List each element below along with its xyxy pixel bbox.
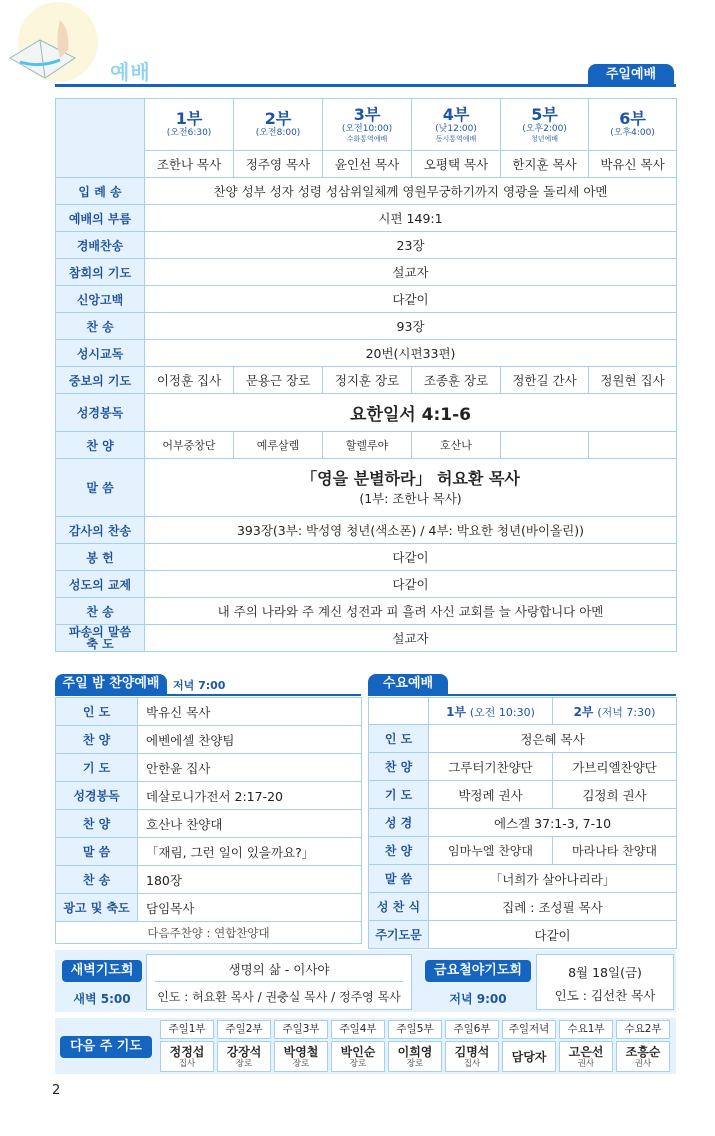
scripture-value: 요한일서 4:1-6 — [145, 394, 677, 432]
row-label: 봉 헌 — [56, 544, 145, 571]
praise-4: 호산나 — [412, 432, 501, 459]
service-header-1: 1부 (오전6:30) — [145, 99, 234, 151]
header-art — [0, 0, 100, 90]
prayer-cell: 주일6부 김명석 집사 — [445, 1020, 499, 1072]
sermon-value — [145, 459, 677, 517]
wed-col1-header: 1부 (오전 10:30) — [429, 698, 553, 725]
prayer-cell: 주일2부 강장석 장로 — [217, 1020, 271, 1072]
row-label: 신앙고백 — [56, 286, 145, 313]
sermon-sub: (1부: 조한나 목사) — [359, 490, 462, 506]
service-leader-3: 윤인선 목사 — [323, 151, 412, 178]
intercession-1: 이정훈 집사 — [145, 367, 234, 394]
dawn-time: 새벽 5:00 — [73, 992, 131, 1006]
row-label: 찬 양 — [56, 432, 145, 459]
intercession-6: 정원현 집사 — [589, 367, 677, 394]
next-prayer-title: 다음 주 기도 — [60, 1036, 152, 1058]
next-prayer-grid — [160, 1020, 674, 1072]
entrance-value: 찬양 성부 성자 성령 성삼위일체께 영원무궁하기까지 영광을 돌리세 아멘 — [145, 178, 677, 205]
row-label: 입 례 송 — [56, 178, 145, 205]
service-leader-1: 조한나 목사 — [145, 151, 234, 178]
praise-3: 할렐루야 — [323, 432, 412, 459]
sending-label: 파송의 말씀 축 도 — [56, 625, 145, 652]
hymn1-value: 23장 — [145, 232, 677, 259]
row-label: 성시교독 — [56, 340, 145, 367]
row-label: 찬 송 — [56, 313, 145, 340]
intercession-3: 정지훈 장로 — [323, 367, 412, 394]
row-label: 경배찬송 — [56, 232, 145, 259]
section-tab: 주일예배 — [588, 64, 674, 85]
row-label: 참회의 기도 — [56, 259, 145, 286]
call-value: 시편 149:1 — [145, 205, 677, 232]
offering-value: 다같이 — [145, 544, 677, 571]
sending-value: 설교자 — [145, 625, 677, 652]
service-header-5: 5부 (오후2:00) 청년예배 — [501, 99, 589, 151]
friday-box — [536, 954, 674, 1010]
wednesday-table: 1부 (오전 10:30) 2부 (저녁 7:30) 인 도 정은혜 목사 찬 양 그루터기찬양단 가브리엘찬양단 기 도 박정례 권사 김정희 권사 성 경 에스겔 37:1-3, 7-10 찬 양 임마누엘 찬양대 마라나타 찬양대 말 씀 「너희가 살아나리라」 성 찬 식 집례 : 조성필 목사 주기도문 다같이 — [368, 697, 677, 949]
prayer-cell: 주일4부 박인순 장로 — [331, 1020, 385, 1072]
row-label: 성경봉독 — [56, 394, 145, 432]
page-number: 2 — [52, 1083, 61, 1098]
praise-6 — [589, 432, 677, 459]
prayer-cell: 수요1부 고은선 권사 — [559, 1020, 613, 1072]
wednesday-title: 수요예배 — [368, 674, 448, 694]
dawn-title: 새벽기도회 — [62, 960, 142, 982]
intercession-2: 문용근 장로 — [234, 367, 323, 394]
hymn2-value: 93장 — [145, 313, 677, 340]
creed-value: 다같이 — [145, 286, 677, 313]
prayer-cell: 주일5부 이희영 장로 — [388, 1020, 442, 1072]
row-label: 중보의 기도 — [56, 367, 145, 394]
thanks-value: 393장(3부: 박성영 청년(색소폰) / 4부: 박요한 청년(바이올린)) — [145, 517, 677, 544]
dawn-leaders: 인도 : 허요환 목사 / 권충실 목사 / 정주영 목사 — [157, 990, 401, 1004]
fellowship-value: 다같이 — [145, 571, 677, 598]
friday-time: 저녁 9:00 — [449, 992, 507, 1006]
dawn-theme: 생명의 삶 - 이사야 — [228, 962, 330, 977]
hymn3-value: 내 주의 나라와 주 계신 성전과 피 흘려 사신 교회를 늘 사랑합니다 아멘 — [145, 598, 677, 625]
friday-leader: 인도 : 김선찬 목사 — [554, 988, 656, 1003]
service-leader-2: 정주영 목사 — [234, 151, 323, 178]
service-leader-6: 박유신 목사 — [589, 151, 677, 178]
header-rule — [55, 84, 676, 87]
prayer1-value: 설교자 — [145, 259, 677, 286]
wednesday-header — [368, 672, 676, 696]
prayer-cell: 주일저녁 담당자 — [502, 1020, 556, 1072]
evening-header — [55, 672, 361, 696]
prayer-cell: 주일3부 박영철 장로 — [274, 1020, 328, 1072]
row-label: 말 씀 — [56, 459, 145, 517]
praise-1: 어부중창단 — [145, 432, 234, 459]
page-title: 예배 — [110, 60, 151, 84]
dawn-box — [146, 954, 412, 1010]
service-header-3: 3부 (오전10:00) 수화통역예배 — [323, 99, 412, 151]
evening-table: 인 도 박유신 목사 찬 양 에벤에셀 찬양팀 기 도 안한윤 집사 성경봉독 데살로니가전서 2:17-20 찬 양 호산나 찬양대 말 씀 「재림, 그런 일이 있을까요?」 찬 송 180장 광고 및 축도 담임목사 다음주찬양 : 연합찬양대 — [55, 697, 362, 944]
prayer-cell: 주일1부 정정섭 집사 — [160, 1020, 214, 1072]
service-header-4: 4부 (낮12:00) 동시통역예배 — [412, 99, 501, 151]
corner-cell — [56, 99, 145, 178]
prayer-cell: 수요2부 조흥순 권사 — [616, 1020, 670, 1072]
service-header-6: 6부 (오후4:00) — [589, 99, 677, 151]
intercession-4: 조종훈 장로 — [412, 367, 501, 394]
evening-title: 주일 밤 찬양예배 — [55, 674, 167, 694]
evening-footer: 다음주찬양 : 연합찬양대 — [56, 922, 362, 944]
row-label: 찬 송 — [56, 598, 145, 625]
psalm-value: 20번(시편33편) — [145, 340, 677, 367]
praise-5 — [501, 432, 589, 459]
evening-time: 저녁 7:00 — [173, 679, 226, 692]
service-leader-5: 한지훈 목사 — [501, 151, 589, 178]
sermon-title: 「영을 분별하라」 허요환 목사 — [301, 468, 520, 488]
praise-2: 예루살렘 — [234, 432, 323, 459]
row-label: 성도의 교제 — [56, 571, 145, 598]
service-header-2: 2부 (오전8:00) — [234, 99, 323, 151]
row-label: 감사의 찬송 — [56, 517, 145, 544]
row-label: 예배의 부름 — [56, 205, 145, 232]
friday-date: 8월 18일(금) — [568, 965, 642, 980]
friday-title: 금요철야기도회 — [425, 960, 531, 982]
sunday-service-table — [55, 98, 677, 652]
intercession-5: 정한길 간사 — [501, 367, 589, 394]
service-leader-4: 오평택 목사 — [412, 151, 501, 178]
wed-col2-header: 2부 (저녁 7:30) — [553, 698, 677, 725]
